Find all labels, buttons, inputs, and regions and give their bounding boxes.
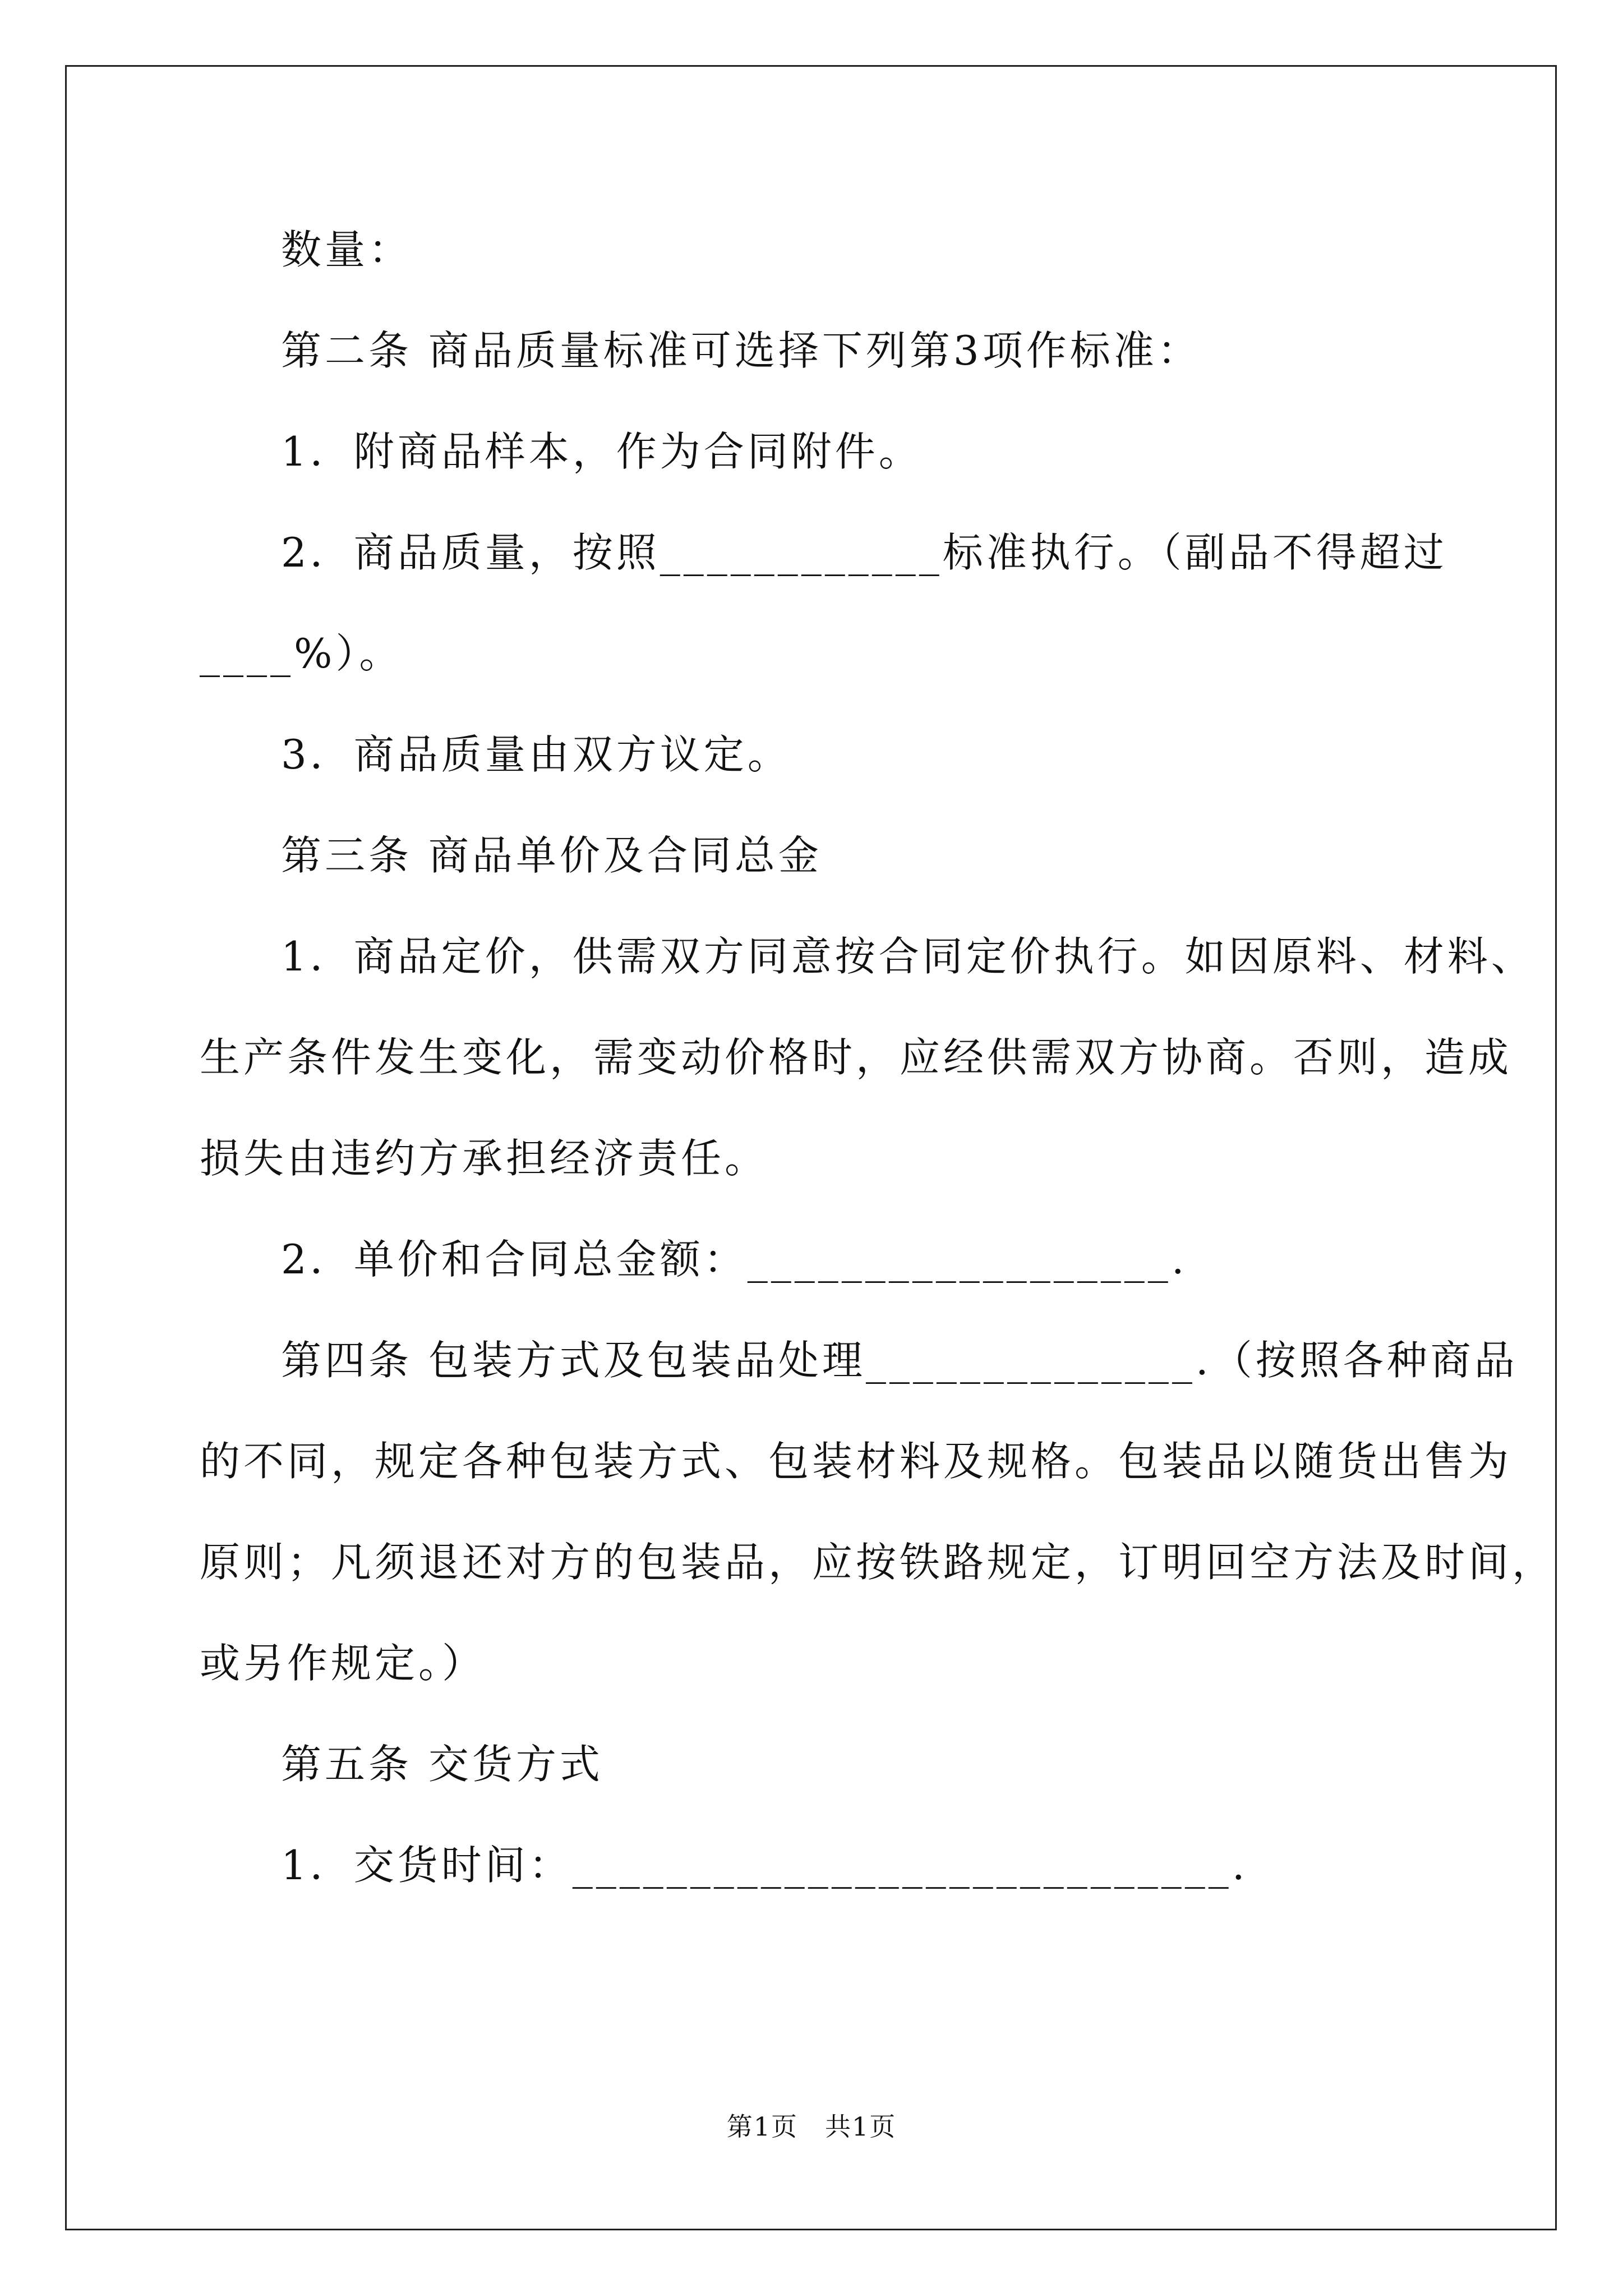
text-line-2-2-cont: ____%）。 — [200, 630, 403, 677]
text-line-4-cont-a: 的不同，规定各种包装方式、包装材料及规格。包装品以随货出售为 — [200, 1438, 1513, 1485]
text-line-4-cont-c: 或另作规定。） — [200, 1640, 486, 1687]
text-line-article-2: 第二条 商品质量标准可选择下列第3项作标准： — [281, 327, 1201, 374]
text-line-article-3: 第三条 商品单价及合同总金 — [281, 832, 822, 879]
text-line-quantity: 数量： — [281, 226, 413, 273]
text-line-4-cont-b: 原则；凡须退还对方的包装品，应按铁路规定，订明回空方法及时间， — [200, 1539, 1556, 1586]
document-body — [200, 219, 1556, 2070]
text-line-5-1: 1．交货时间：____________________________. — [281, 1842, 1248, 1889]
text-line-article-4: 第四条 包装方式及包装品处理______________.（按照各种商品 — [281, 1337, 1518, 1384]
page-footer: 第1页 共1页 — [726, 2111, 897, 2142]
text-line-3-1-cont-b: 损失由违约方承担经济责任。 — [200, 1135, 769, 1182]
text-line-2-1: 1．附商品样本，作为合同附件。 — [281, 428, 923, 475]
text-line-article-5: 第五条 交货方式 — [281, 1741, 603, 1788]
text-line-3-2: 2．单价和合同总金额：__________________. — [281, 1236, 1188, 1283]
text-line-2-2: 2．商品质量，按照____________标准执行。（副品不得超过 — [281, 529, 1447, 576]
text-line-3-1: 1．商品定价，供需双方同意按合同定价执行。如因原料、材料、 — [281, 933, 1535, 980]
text-line-2-3: 3．商品质量由双方议定。 — [281, 731, 791, 778]
text-line-3-1-cont-a: 生产条件发生变化，需变动价格时，应经供需双方协商。否则，造成 — [200, 1034, 1513, 1081]
